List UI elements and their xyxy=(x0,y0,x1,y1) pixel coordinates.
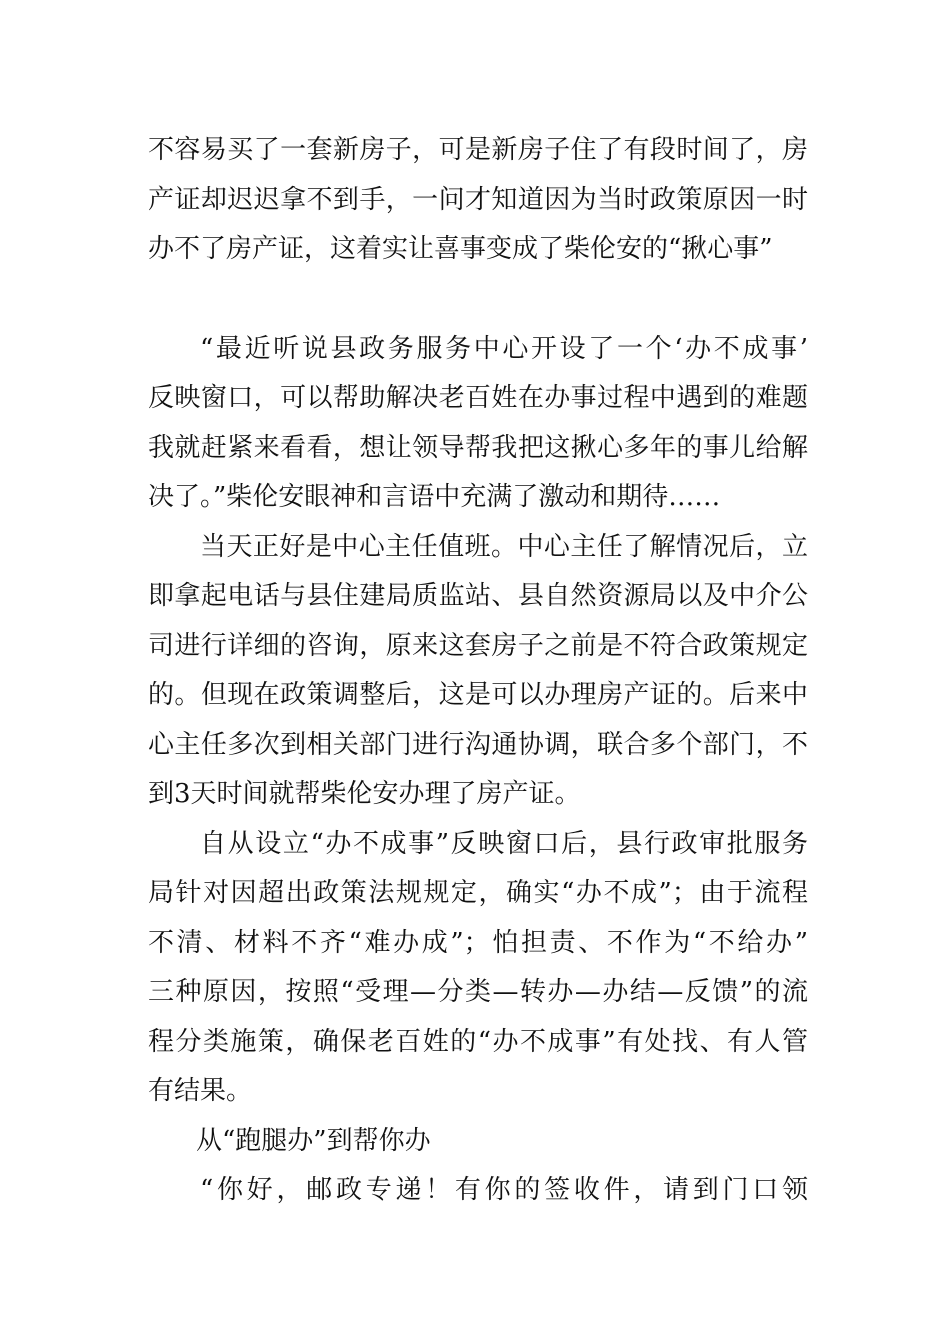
paragraph-line: 到3天时间就帮柴伦安办理了房产证。 xyxy=(148,779,581,809)
paragraph-line: 我就赶紧来看看，想让领导帮我把这揪心多年的事儿给解 xyxy=(148,433,808,463)
paragraph-line: 决了。”柴伦安眼神和言语中充满了激动和期待…… xyxy=(148,482,721,512)
paragraph-line: 局针对因超出政策法规规定，确实“办不成”；由于流程 xyxy=(148,878,808,908)
paragraph-line: 自从设立“办不成事”反映窗口后，县行政审批服务 xyxy=(200,829,808,859)
paragraph-line: 反映窗口，可以帮助解决老百姓在办事过程中遇到的难题 xyxy=(148,383,808,413)
paragraph-line: 不清、材料不齐“难办成”；怕担责、不作为“不给办” xyxy=(148,928,808,958)
paragraph-line: 办不了房产证，这着实让喜事变成了柴伦安的“揪心事” xyxy=(148,234,773,264)
paragraph-line: 即拿起电话与县住建局质监站、县自然资源局以及中介公 xyxy=(148,581,808,611)
paragraph-line: 不容易买了一套新房子，可是新房子住了有段时间了，房 xyxy=(148,135,808,165)
paragraph-line: “最近听说县政务服务中心开设了一个‘办不成事’ xyxy=(200,334,808,364)
paragraph-line: 当天正好是中心主任值班。中心主任了解情况后，立 xyxy=(200,532,808,562)
paragraph-line: 产证却迟迟拿不到手，一问才知道因为当时政策原因一时 xyxy=(148,185,808,215)
paragraph-line: 有结果。 xyxy=(148,1076,253,1106)
paragraph-line: 心主任多次到相关部门进行沟通协调，联合多个部门，不 xyxy=(148,730,808,760)
paragraph-line: 司进行详细的咨询，原来这套房子之前是不符合政策规定 xyxy=(148,631,808,661)
paragraph-line: 的。但现在政策调整后，这是可以办理房产证的。后来中 xyxy=(148,680,808,710)
section-heading: 从“跑腿办”到帮你办 xyxy=(196,1126,431,1156)
paragraph-line: “你好，邮政专递！有你的签收件，请到门口领 xyxy=(200,1175,808,1205)
paragraph-line: 程分类施策，确保老百姓的“办不成事”有处找、有人管 xyxy=(148,1027,808,1057)
paragraph-line: 三种原因，按照“受理—分类—转办—办结—反馈”的流 xyxy=(148,977,808,1007)
